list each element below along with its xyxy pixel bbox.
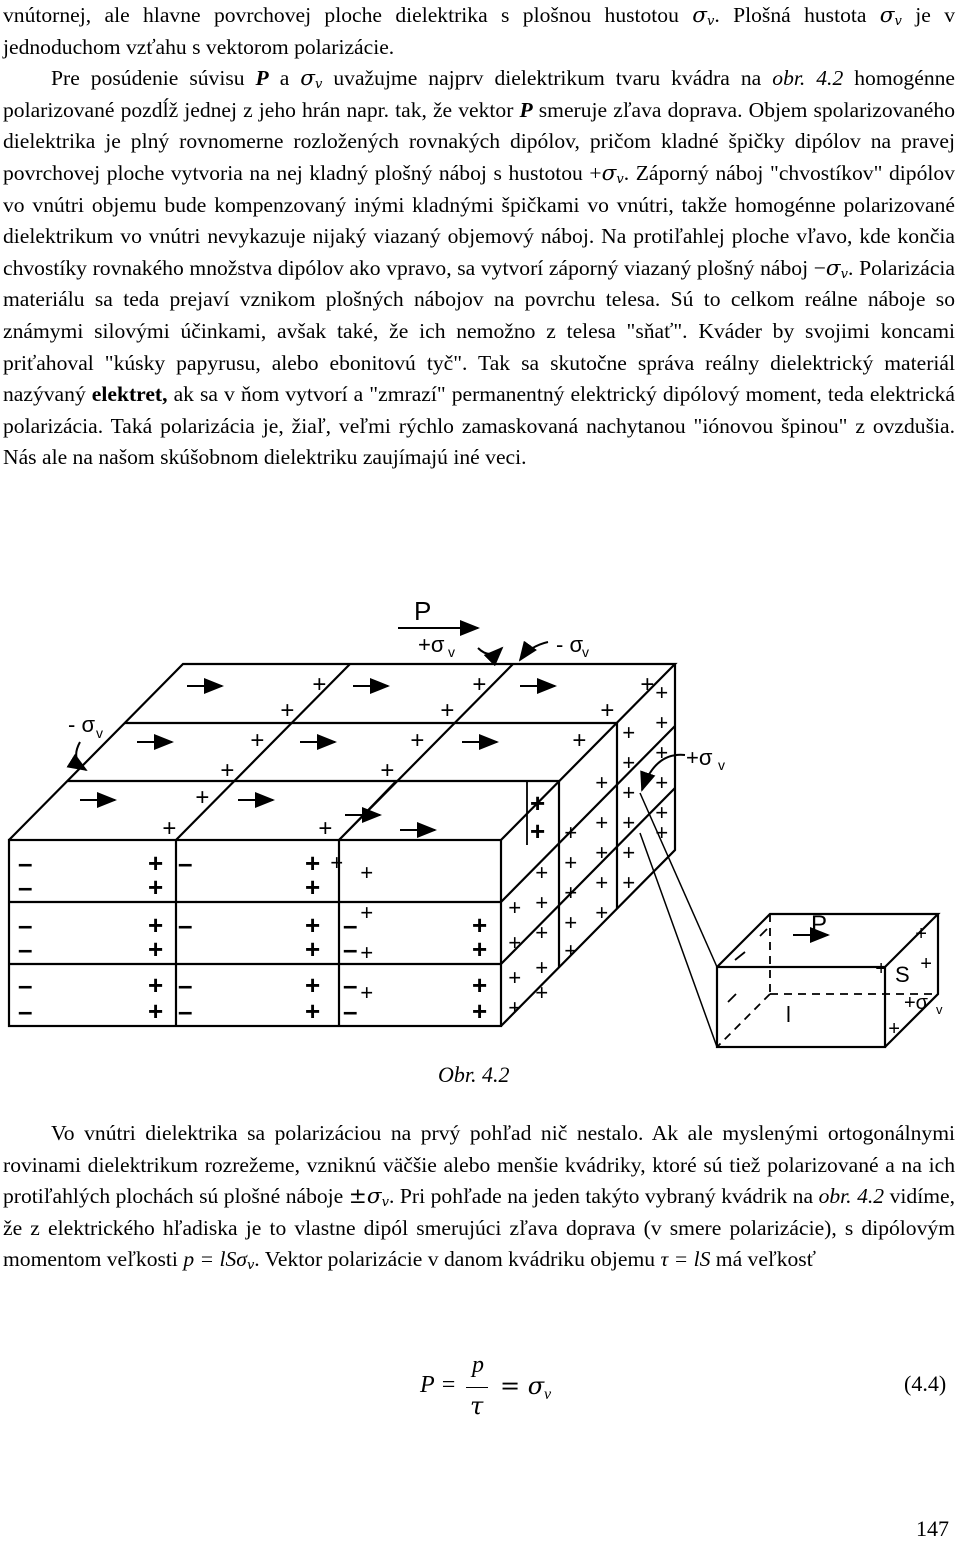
sigma-symbol: σ xyxy=(366,1184,382,1210)
v-subscript: v xyxy=(707,14,715,29)
svg-text:–: – xyxy=(178,996,193,1026)
svg-text:+: + xyxy=(564,880,577,905)
p1-body-b: . Záporný náboj "chvostíkov" dipólov vo vnútri objemu bude kompenzovaný inými kladnými špičkami vo vnútri, takže homogénne polarizované dielektrikum vo vnútri nevykazuje nijaký viazaný objemový náboj. Na protiľahlej ploche vľavo, kde končia chvostíky rovnakého množstva dipólov ako vpravo, sa vytvorí záporný viazaný plošný náboj − xyxy=(3,160,955,280)
small-label-l: l xyxy=(786,1002,791,1027)
pointer-arrow xyxy=(520,642,548,660)
svg-text:+: + xyxy=(572,727,587,754)
label-v-sub: v xyxy=(936,1002,943,1017)
svg-text:+: + xyxy=(595,840,608,865)
vector-P: P xyxy=(255,66,269,91)
svg-text:+: + xyxy=(655,680,668,705)
svg-text:–: – xyxy=(18,996,33,1026)
equation-4-4 xyxy=(420,1352,680,1442)
svg-text:+: + xyxy=(564,938,577,963)
svg-text:+: + xyxy=(595,900,608,925)
svg-text:–: – xyxy=(18,970,33,1000)
sigma-symbol: σ xyxy=(601,160,617,186)
label-v-sub: v xyxy=(718,757,725,773)
svg-text:+: + xyxy=(595,770,608,795)
v-subscript: v xyxy=(315,77,323,93)
svg-text:+: + xyxy=(535,860,548,885)
sigma-symbol: σ xyxy=(879,3,895,28)
pointer-arrow xyxy=(76,742,86,770)
svg-text:+: + xyxy=(595,870,608,895)
svg-text:+: + xyxy=(564,820,577,845)
small-label-P: P xyxy=(811,911,828,938)
svg-text:–: – xyxy=(18,848,33,878)
svg-text:+: + xyxy=(530,816,546,846)
p2-text-c: vidíme, že z elektrického hľadiska je to vlastne dipól smerujúci zľava doprava (v smere polarizácie), s dipólovým momentom veľkosti xyxy=(3,1184,955,1272)
eq-lhs: P = xyxy=(420,1372,457,1398)
svg-text:+: + xyxy=(220,757,235,784)
svg-text:+: + xyxy=(535,980,548,1005)
svg-text:+: + xyxy=(472,910,488,940)
svg-text:–: – xyxy=(178,848,193,878)
v-subscript: v xyxy=(840,266,849,282)
svg-text:+: + xyxy=(360,940,373,965)
svg-text:+: + xyxy=(312,671,327,698)
page-number: 147 xyxy=(916,1516,949,1541)
svg-text:+: + xyxy=(535,920,548,945)
figure-reference: obr. 4.2 xyxy=(818,1184,885,1209)
svg-text:+: + xyxy=(920,953,932,975)
v-subscript: v xyxy=(616,171,624,187)
svg-text:+: + xyxy=(888,1018,900,1040)
svg-text:+: + xyxy=(440,697,455,724)
svg-text:+: + xyxy=(148,996,164,1026)
svg-text:+: + xyxy=(305,872,321,902)
svg-text:+: + xyxy=(915,923,927,945)
svg-text:–: – xyxy=(343,910,358,940)
svg-text:+: + xyxy=(622,870,635,895)
svg-text:–: – xyxy=(178,970,193,1000)
p1-line3-c: uvažujme najprv dielektrikum tvaru kvádra na xyxy=(322,66,773,91)
pointer-arrow xyxy=(478,648,502,654)
eq-fraction-bar xyxy=(466,1387,488,1388)
svg-text:+: + xyxy=(508,930,521,955)
svg-text:+: + xyxy=(595,810,608,835)
dipole-moment-expression: p = lSσ xyxy=(183,1247,247,1272)
p2-text-a: Vo vnútri dielektrika sa polarizáciou na prvý pohľad nič nestalo. Ak ale myslenými ortogonálnymi rovinami dielektrikum rozrežeme, vzniknú väčšie alebo menšie kvádriky, ktoré sú tiež polarizované a na ich protiľahlých plochách sú plošné náboje xyxy=(3,1121,955,1209)
p2-text-e: má veľkosť xyxy=(710,1247,816,1272)
p1-body-c: . Polarizácia materiálu sa teda prejaví vznikom plošných nábojov na povrchu telesa. Sú to celkom reálne náboje so známymi silovými účinkami, avšak také, že ich nemožno z telesa "sňať". Kváder by svojimi koncami priťahoval "kúsky papyrusu, alebo ebonitovú tyč". Tak sa skutočne správa reálny dielektrický materiál nazývaný xyxy=(3,255,955,407)
p1-line2: je v jednoduchom vzťahu s vektorom polarizácie. xyxy=(3,3,955,59)
small-box-minus xyxy=(728,929,767,1002)
svg-text:+: + xyxy=(472,996,488,1026)
figure-caption: Obr. 4.2 xyxy=(438,1062,510,1087)
svg-text:+: + xyxy=(655,770,668,795)
plus-minus-symbol: ± xyxy=(348,1184,367,1210)
p1-body-a: Objem spolarizovaného dielektrika je plný rovnomerne rozložených rovnakých dipólov, pričom kladné špičky dipólov na pravej povrchovej ploche vytvoria na nej kladný plošný náboj s hustotou + xyxy=(3,97,955,185)
equation-number: (4.4) xyxy=(904,1371,947,1396)
svg-text:+: + xyxy=(250,727,265,754)
svg-text:+: + xyxy=(162,815,177,842)
front-face-charges xyxy=(18,788,545,1026)
svg-text:+: + xyxy=(360,980,373,1005)
vector-P: P xyxy=(519,97,533,122)
svg-text:+: + xyxy=(622,750,635,775)
svg-text:+: + xyxy=(640,671,655,698)
svg-text:+: + xyxy=(508,995,521,1020)
top-face-dipoles xyxy=(80,686,555,830)
volume-expression: τ = lS xyxy=(660,1247,711,1272)
svg-text:+: + xyxy=(472,970,488,1000)
label-v-sub: v xyxy=(96,725,103,741)
small-label-S: S xyxy=(895,962,910,987)
svg-text:+: + xyxy=(600,697,615,724)
p1-line4-a: homogénne polarizované pozdĺž jednej z jeho hrán napr. tak, že vektor xyxy=(3,66,955,122)
svg-text:+: + xyxy=(472,934,488,964)
svg-text:+: + xyxy=(305,910,321,940)
label-P-top: P xyxy=(414,596,432,626)
v-subscript: v xyxy=(246,1258,255,1274)
label-plus-sigma-top: +σ xyxy=(418,632,445,657)
svg-text:+: + xyxy=(305,934,321,964)
svg-text:+: + xyxy=(148,970,164,1000)
svg-text:+: + xyxy=(148,848,164,878)
svg-text:+: + xyxy=(380,757,395,784)
svg-text:+: + xyxy=(655,800,668,825)
v-subscript: v xyxy=(894,14,902,29)
svg-text:+: + xyxy=(622,780,635,805)
figure-reference: obr. 4.2 xyxy=(772,66,844,91)
sigma-symbol: σ xyxy=(300,66,316,92)
label-plus-sigma-right: +σ xyxy=(686,745,713,770)
label-v-sub: v xyxy=(448,644,455,660)
svg-text:+: + xyxy=(564,850,577,875)
p1-line3-a: Pre posúdenie súvisu xyxy=(51,66,256,91)
paragraph-2 xyxy=(3,1118,955,1276)
svg-text:+: + xyxy=(530,788,546,818)
svg-text:+: + xyxy=(655,740,668,765)
svg-text:+: + xyxy=(360,900,373,925)
label-minus-sigma-top: - σ xyxy=(556,632,584,657)
svg-text:+: + xyxy=(508,965,521,990)
label-minus-sigma-left: - σ xyxy=(68,712,96,737)
small-label-plus-sigma: +σ xyxy=(904,992,929,1014)
p1-line1-b: . Plošná hustota xyxy=(714,3,880,27)
svg-text:+: + xyxy=(535,955,548,980)
sigma-symbol: σ xyxy=(825,255,841,281)
svg-text:+: + xyxy=(148,934,164,964)
bold-term-elektret: elektret, xyxy=(91,382,168,407)
eq-numerator: p xyxy=(472,1352,484,1378)
svg-text:+: + xyxy=(622,840,635,865)
cut-slab xyxy=(339,781,527,860)
svg-text:+: + xyxy=(655,820,668,845)
svg-text:+: + xyxy=(148,872,164,902)
svg-text:–: – xyxy=(343,970,358,1000)
v-subscript: v xyxy=(381,1195,389,1211)
p2-text-b: . Pri pohľade na jeden takýto vybraný kvádrik na xyxy=(388,1184,819,1209)
svg-text:+: + xyxy=(360,860,373,885)
svg-text:–: – xyxy=(18,872,33,902)
svg-text:+: + xyxy=(508,895,521,920)
p1-body-d: ak sa v ňom vytvorí a "zmrazí" permanentný elektrický dipólový moment, teda elektrická polarizácia. Taká polarizácia je, žiaľ, veľmi rýchlo zamaskovaná nachytanou "iónovou špinou" z ovzdušia. Nás ale na našom skúšobnom dielektriku zaujímajú iné veci. xyxy=(3,382,955,470)
svg-text:+: + xyxy=(330,850,343,875)
svg-text:+: + xyxy=(535,890,548,915)
svg-text:–: – xyxy=(178,910,193,940)
svg-text:–: – xyxy=(343,996,358,1026)
svg-text:+: + xyxy=(622,720,635,745)
p1-line4-b: smeruje zľava doprava. xyxy=(532,97,743,122)
svg-text:+: + xyxy=(410,727,425,754)
svg-text:–: – xyxy=(18,934,33,964)
svg-text:–: – xyxy=(343,934,358,964)
svg-text:+: + xyxy=(305,996,321,1026)
top-face-plus xyxy=(162,671,654,842)
sigma-symbol: σ xyxy=(692,3,708,28)
svg-text:+: + xyxy=(305,848,321,878)
svg-text:+: + xyxy=(195,784,210,811)
eq-denominator: τ xyxy=(470,1392,484,1420)
svg-text:–: – xyxy=(18,910,33,940)
svg-text:+: + xyxy=(280,697,295,724)
svg-text:+: + xyxy=(622,810,635,835)
svg-text:+: + xyxy=(472,671,487,698)
cube-outline xyxy=(9,664,675,1026)
eq-rhs: = σ xyxy=(500,1372,545,1400)
eq-rhs-subscript: v xyxy=(544,1386,552,1403)
svg-text:+: + xyxy=(875,958,887,980)
svg-text:+: + xyxy=(655,710,668,735)
svg-text:+: + xyxy=(305,970,321,1000)
label-v-sub: v xyxy=(582,644,589,660)
p2-text-d: . Vektor polarizácie v danom kvádriku objemu xyxy=(254,1247,661,1272)
svg-text:+: + xyxy=(564,910,577,935)
svg-text:+: + xyxy=(148,910,164,940)
p1-line1-a: vnútornej, ale hlavne povrchovej ploche dielektrika s plošnou hustotou xyxy=(3,3,693,27)
svg-text:+: + xyxy=(318,815,333,842)
p1-line3-b: a xyxy=(268,66,301,91)
